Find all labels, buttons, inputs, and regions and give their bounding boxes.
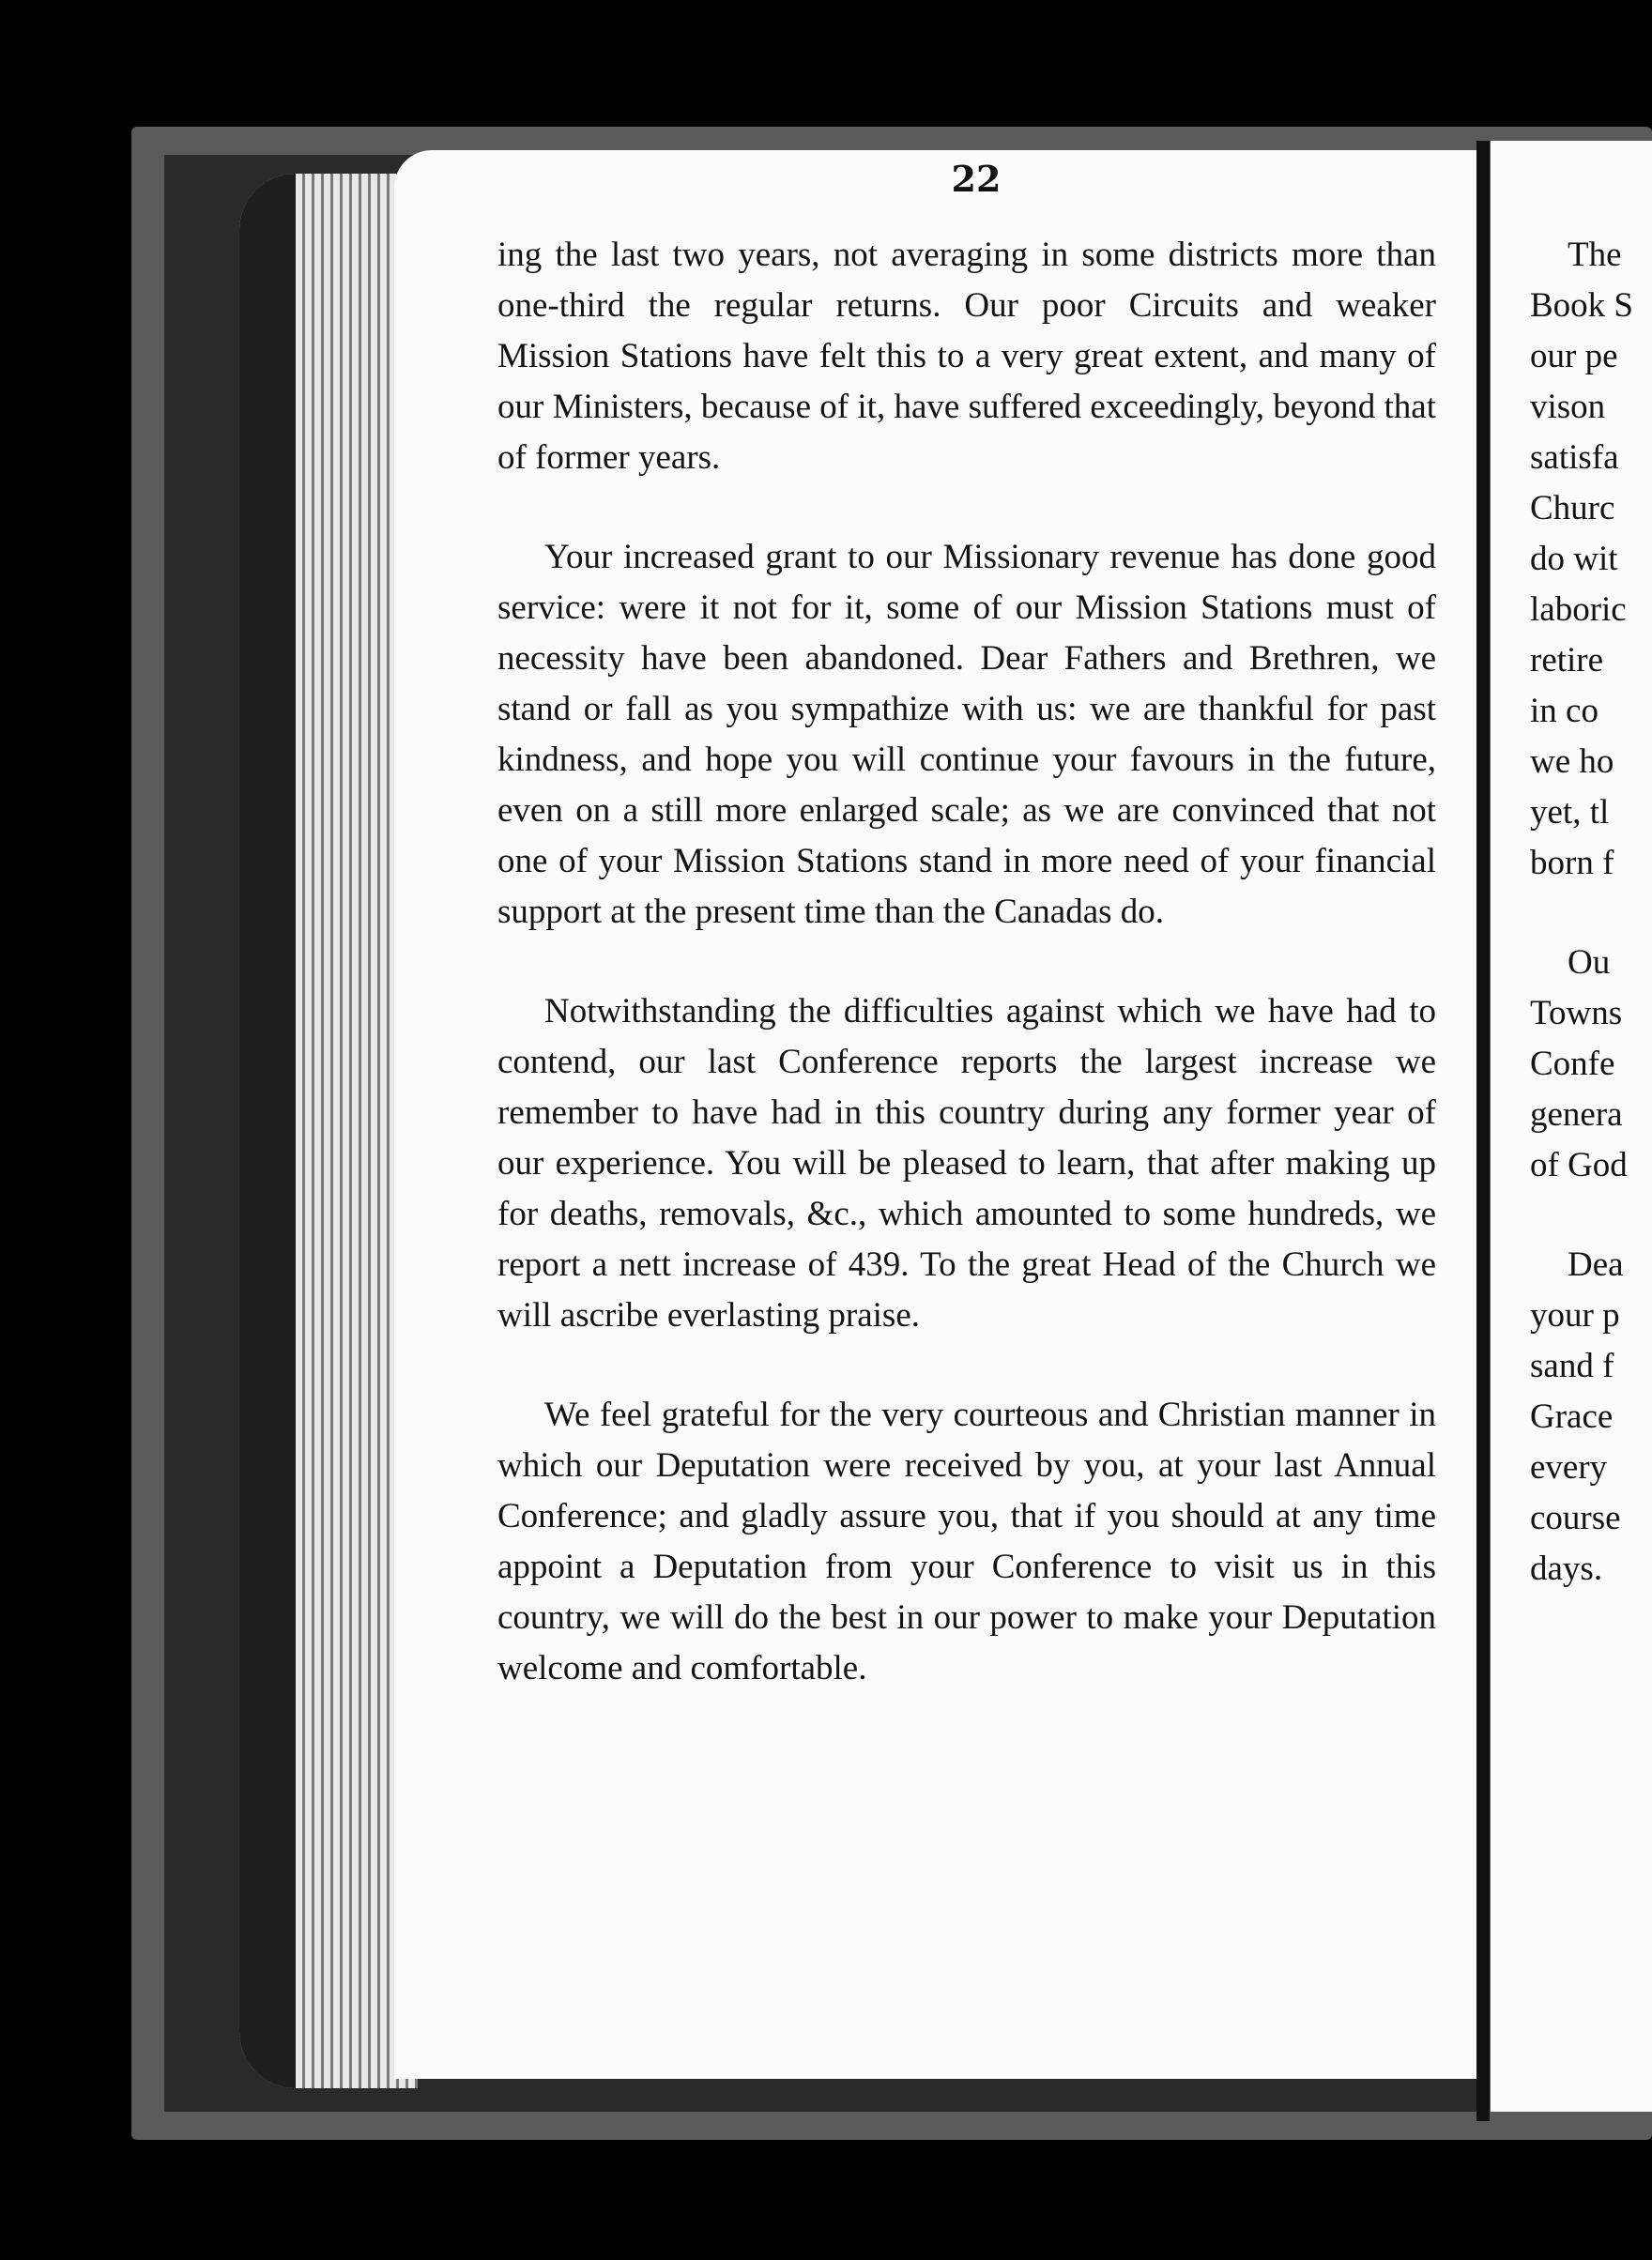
right-paragraph [1530, 230, 1652, 889]
right-line: Grace [1530, 1397, 1614, 1436]
right-line: born f [1530, 844, 1614, 882]
right-line: do wit [1530, 540, 1618, 578]
right-paragraph [1530, 1240, 1652, 1595]
page-edges-shadow [239, 174, 296, 2088]
right-page-text [1530, 230, 1652, 1643]
paragraph-1: ing the last two years, not averaging in some districts more than one-third the regular returns. Our poor Circuits and weaker Mission Stations have felt this to a very great extent, and many of our Ministers, because of it, have suffered exceedingly, beyond that of former years. [497, 236, 1436, 477]
right-line: laboric [1530, 590, 1627, 629]
right-line: of God [1530, 1146, 1628, 1184]
right-line: yet, tl [1530, 793, 1610, 832]
right-line: course [1530, 1499, 1621, 1537]
right-line: Ou [1568, 943, 1611, 982]
right-line: vison [1530, 388, 1606, 426]
right-line: satisfa [1530, 438, 1619, 477]
right-line: genera [1530, 1095, 1623, 1134]
right-paragraph [1530, 938, 1652, 1191]
right-line: your p [1530, 1296, 1620, 1335]
paragraph-3: Notwithstanding the difficulties against which we have had to contend, our last Conference reports the largest increase we remember to have had in this country during any former year of our experience. You will be pleased to learn, that after making up for deaths, removals, &c., which amounted to some hundreds, we report a nett increase of 439. To the great Head of the Church we will ascribe everlasting praise. [497, 992, 1436, 1335]
right-line: days. [1530, 1550, 1603, 1588]
right-line: every [1530, 1448, 1608, 1487]
right-line: we ho [1530, 742, 1614, 781]
paragraph-2: Your increased grant to our Missionary revenue has done good service: were it not for it, some of our Mission Stations must of necessity have been abandoned. Dear Fathers and Brethren, we stand or fall as you sympathize with us: we are thankful for past kindness, and hope you will continue your favours in the future, even on a still more enlarged scale; as we are convinced that not one of your Mission Stations stand in more need of your financial support at the present time than the Canadas do. [497, 538, 1436, 931]
right-line: retire [1530, 641, 1604, 680]
right-line: Towns [1530, 994, 1623, 1032]
book-gutter [1476, 141, 1490, 2121]
paragraph-4: We feel grateful for the very courteous and Christian manner in which our Deputation were received by you, at your last Annual Conference; and gladly assure you, that if you should at any time appoint a Deputation from your Conference to visit us in this country, we will do the best in our power to make your Deputation welcome and comfortable. [497, 1396, 1436, 1687]
left-page-text [497, 230, 1436, 1743]
right-line: The [1568, 236, 1622, 274]
right-line: Book S [1530, 286, 1634, 325]
page-number: 22 [951, 158, 1002, 200]
right-line: our pe [1530, 337, 1618, 375]
right-line: Confe [1530, 1045, 1615, 1083]
right-line: Dea [1568, 1245, 1624, 1284]
right-line: Churc [1530, 489, 1615, 527]
right-line: sand f [1530, 1347, 1614, 1385]
right-line: in co [1530, 692, 1598, 730]
